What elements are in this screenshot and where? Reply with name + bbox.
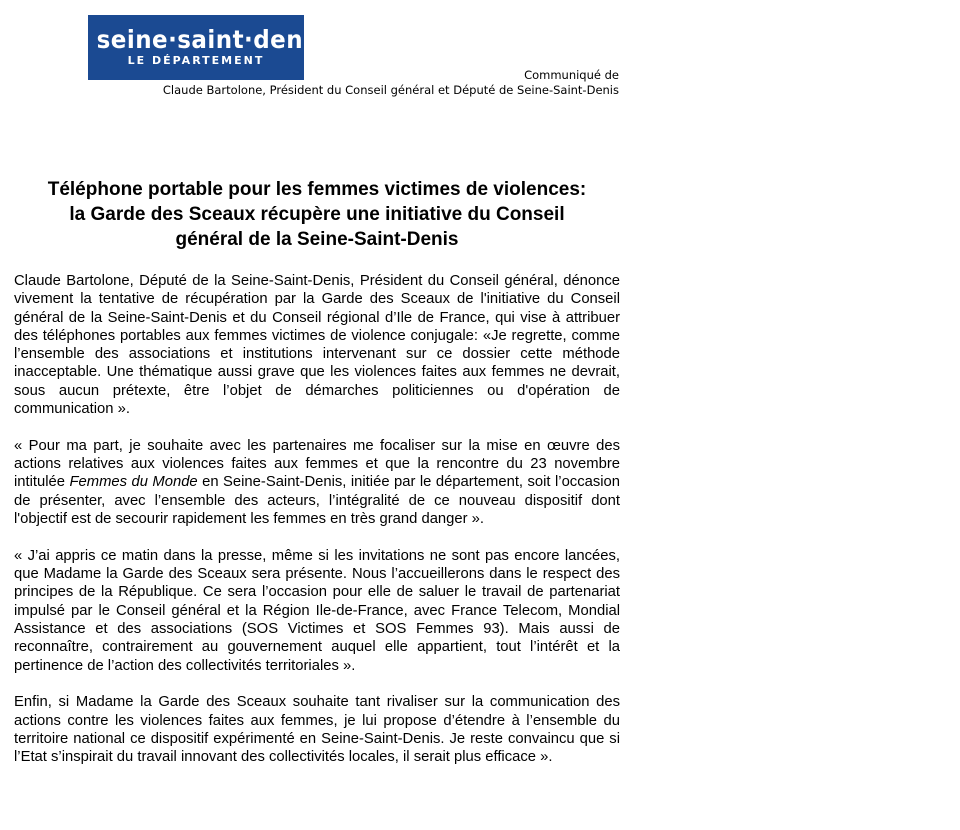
- title-line-2: la Garde des Sceaux récupère une initiative du Conseil: [69, 204, 565, 225]
- communique-header: [130, 68, 619, 98]
- paragraph-4: Enfin, si Madame la Garde des Sceaux souhaite tant rivaliser sur la communication des actions contre les violences faites aux femmes, je lui propose d’étendre à l’ensemble du territoire national ce dispositif expérimenté en Seine-Saint-Denis. Je reste convaincu que si l’Etat s’inspirait du travail innovant des collectivités locales, il serait plus efficace ».: [14, 694, 620, 766]
- title-line-3: général de la Seine-Saint-Denis: [175, 229, 459, 250]
- event-title: Femmes du Monde: [69, 474, 198, 491]
- logo-main-text: seine·saint·denis: [96, 25, 326, 54]
- logo-sub-text: LE DÉPARTEMENT: [127, 54, 265, 67]
- paragraph-2-end: en Seine-Saint-Denis, initiée par le département, soit l’occasion de présenter, avec l’ensemble des acteurs, l’intégralité de ce nouveau dispositif dont l'objectif est de secourir rapidement les femmes en très grand danger ».: [14, 474, 620, 528]
- title-line-1: Téléphone portable pour les femmes victimes de violences:: [47, 179, 587, 200]
- paragraph-2-start: « Pour ma part, je souhaite avec les partenaires me focaliser sur la mise en œuvre des actions relatives aux violences faites aux femmes et que la rencontre du 23 novembre intitulée: [14, 437, 620, 491]
- paragraph-1: Claude Bartolone, Député de la Seine-Saint-Denis, Président du Conseil général, dénonce vivement la tentative de récupération par la Garde des Sceaux de l'initiative du Conseil général de la Seine-Saint-Denis et du Conseil régional d’Ile de France, qui vise à attribuer des téléphones portables aux femmes victimes de violence conjugale: «Je regrette, comme l’ensemble des associations et institutions intervenant sur ce dossier cette méthode inacceptable. Une thématique aussi grave que les violences faites aux femmes ne devrait, sous aucun prétexte, être l’objet de démarches politiciennes ou d'opération de communication ».: [14, 273, 620, 418]
- communique-author: Claude Bartolone, Président du Conseil général et Député de Seine-Saint-Denis: [162, 83, 619, 97]
- page-title: [14, 177, 620, 252]
- paragraph-3: « J’ai appris ce matin dans la presse, même si les invitations ne sont pas encore lancées, que Madame la Garde des Sceaux sera présente. Nous l’accueillerons dans le respect des principes de la République. Ce sera l’occasion pour elle de saluer le travail de partenariat impulsé par le Conseil général et la Région Ile-de-France, avec France Telecom, Mondial Assistance et des associations (SOS Victimes et SOS Femmes 93). Mais aussi de reconnaître, contrairement au gouvernement auquel elle appartient, tout l’intérêt et la pertinence de l’action des collectivités territoriales ».: [14, 547, 620, 674]
- press-release-body: [14, 272, 620, 785]
- paragraph-2: [14, 437, 620, 528]
- communique-label: Communiqué de: [524, 68, 619, 82]
